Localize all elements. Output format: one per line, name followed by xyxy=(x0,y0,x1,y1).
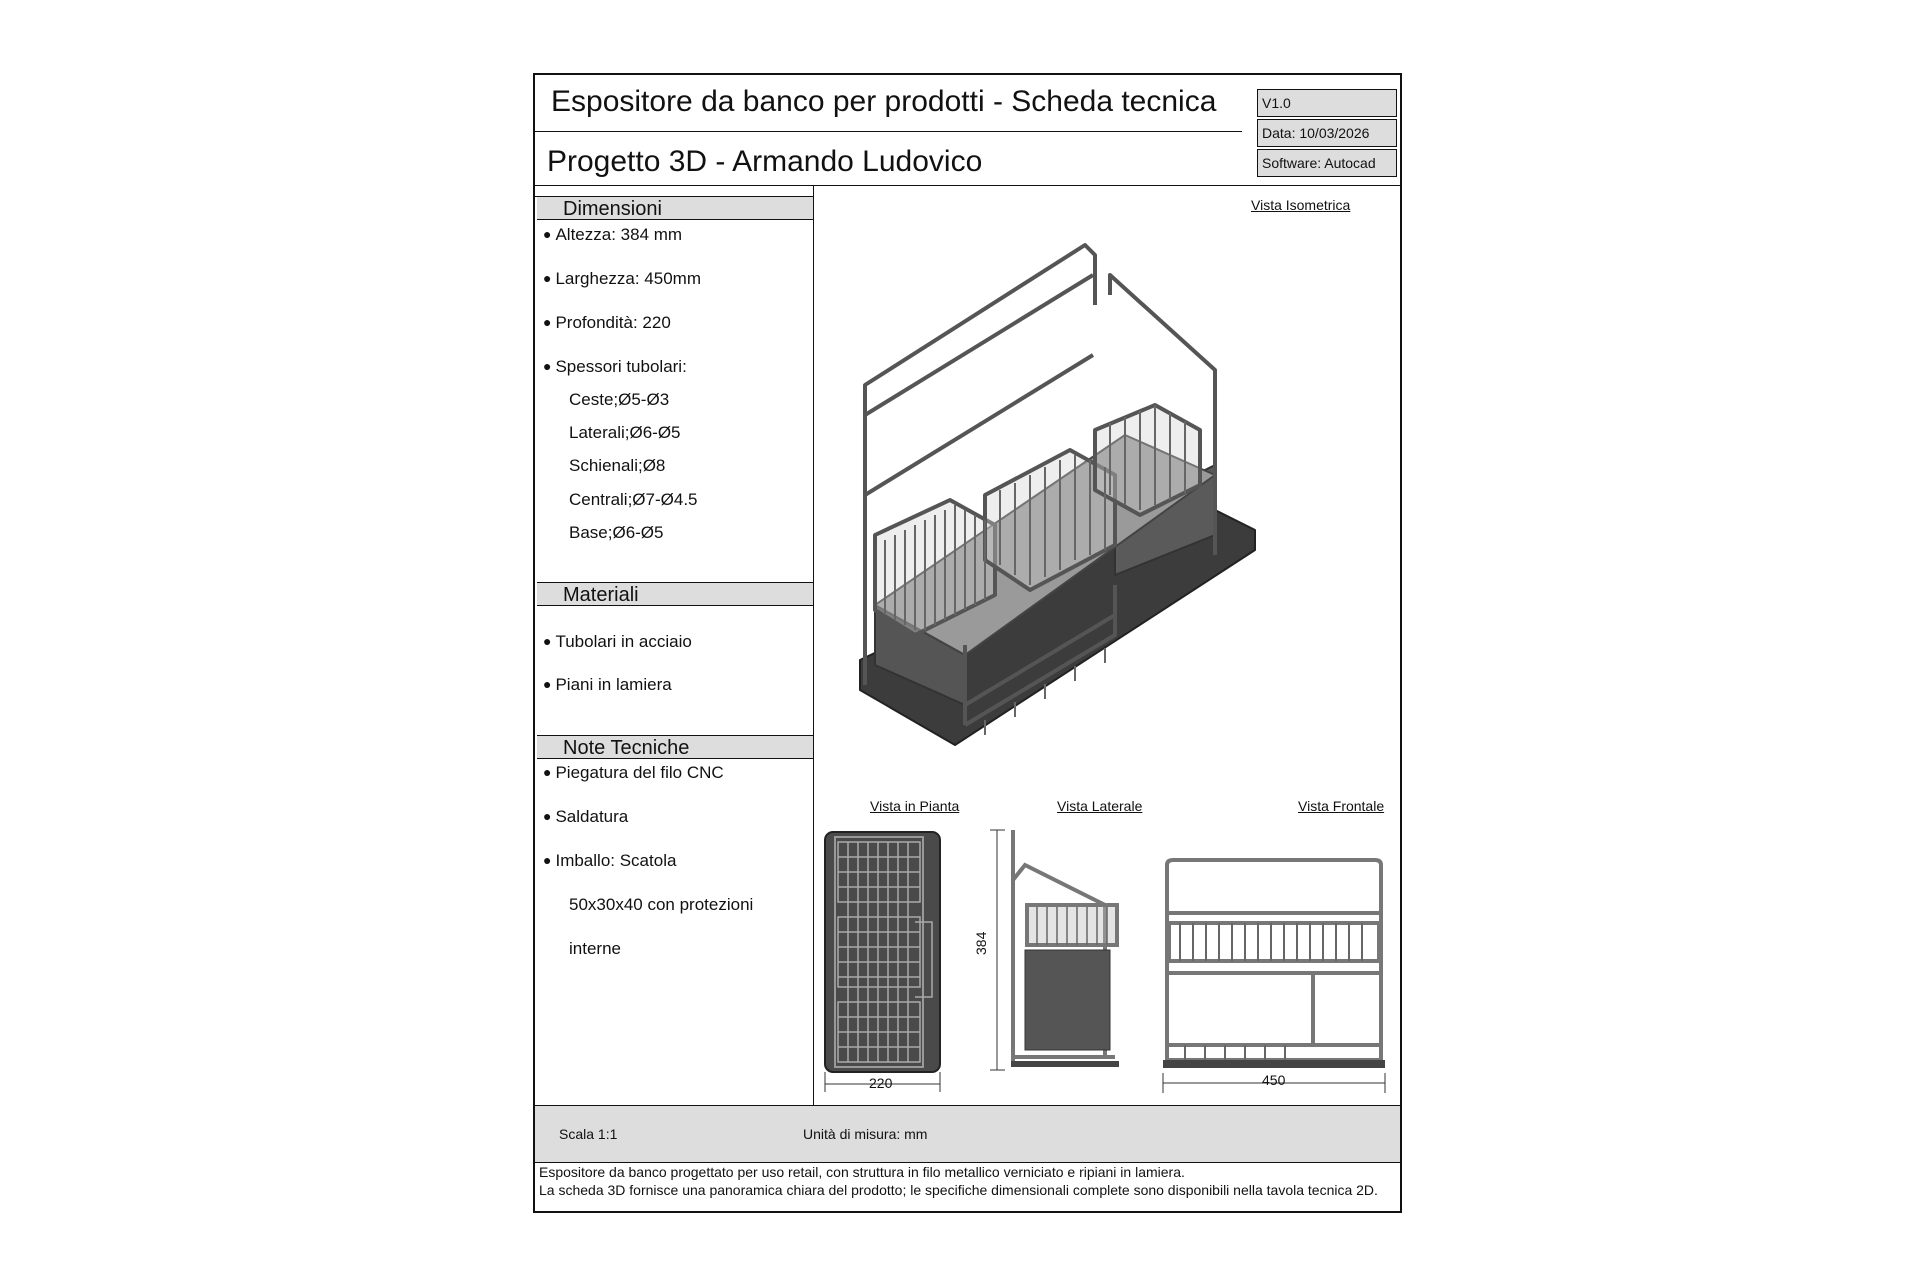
sheet-subtitle: Progetto 3D - Armando Ludovico xyxy=(547,145,983,178)
title-underline xyxy=(535,131,1242,132)
left-column-divider xyxy=(813,185,814,1105)
description-line-1: Espositore da banco progettato per uso retail, con struttura in filo metallico verniciato e ripiani in lamiera. xyxy=(539,1164,1185,1180)
label-vista-laterale: Vista Laterale xyxy=(1057,798,1143,814)
dim-item-larghezza: ● Larghezza: 450mm xyxy=(543,269,701,288)
scale-label: Scala 1:1 xyxy=(559,1126,618,1142)
label-vista-pianta: Vista in Pianta xyxy=(870,798,960,814)
description xyxy=(539,1163,1389,1199)
side-view-drawing xyxy=(975,825,1125,1095)
label-vista-isometrica: Vista Isometrica xyxy=(1251,197,1351,213)
units-label: Unità di misura: mm xyxy=(803,1126,928,1142)
technical-sheet xyxy=(533,73,1402,1213)
section-heading-note: Note Tecniche xyxy=(537,735,813,759)
description-line-2: La scheda 3D fornisce una panoramica chiara del prodotto; le specifiche dimensionali complete sono disponibili nella tavola tecnica 2D. xyxy=(539,1182,1378,1198)
software-box: Software: Autocad xyxy=(1257,149,1397,177)
isometric-drawing xyxy=(855,205,1335,825)
spessori-ceste: Ceste;Ø5-Ø3 xyxy=(569,390,670,409)
note-item-saldatura: ● Saldatura xyxy=(543,807,629,826)
note-imballo-interne: interne xyxy=(569,939,621,958)
label-vista-frontale: Vista Frontale xyxy=(1298,798,1385,814)
note-item-imballo: ● Imballo: Scatola xyxy=(543,851,677,870)
sheet-title: Espositore da banco per prodotti - Scheda tecnica xyxy=(551,85,1217,118)
front-dim-label: 450 xyxy=(1262,1072,1286,1088)
spessori-laterali: Laterali;Ø6-Ø5 xyxy=(569,423,681,442)
note-imballo-dim: 50x30x40 con protezioni xyxy=(569,895,754,914)
mat-item-tubolari: ● Tubolari in acciaio xyxy=(543,632,692,651)
plan-view-drawing xyxy=(820,827,950,1097)
version-box: V1.0 xyxy=(1257,89,1397,117)
spessori-schienali: Schienali;Ø8 xyxy=(569,456,666,475)
section-heading-dimensioni: Dimensioni xyxy=(537,196,813,220)
dim-item-profondita: ● Profondità: 220 xyxy=(543,313,671,332)
section-heading-materiali: Materiali xyxy=(537,582,813,606)
date-box: Data: 10/03/2026 xyxy=(1257,119,1397,147)
spessori-centrali: Centrali;Ø7-Ø4.5 xyxy=(569,490,698,509)
spessori-base: Base;Ø6-Ø5 xyxy=(569,523,664,542)
note-item-piegatura: ● Piegatura del filo CNC xyxy=(543,763,724,782)
header-bottom-rule xyxy=(535,185,1400,186)
footer-band xyxy=(535,1105,1400,1163)
dim-item-spessori: ● Spessori tubolari: xyxy=(543,357,687,376)
mat-item-piani: ● Piani in lamiera xyxy=(543,675,672,694)
front-view-drawing xyxy=(1155,855,1395,1100)
side-dim-label: 384 xyxy=(973,931,989,955)
plan-dim-label: 220 xyxy=(869,1075,893,1091)
dim-item-altezza: ● Altezza: 384 mm xyxy=(543,225,683,244)
